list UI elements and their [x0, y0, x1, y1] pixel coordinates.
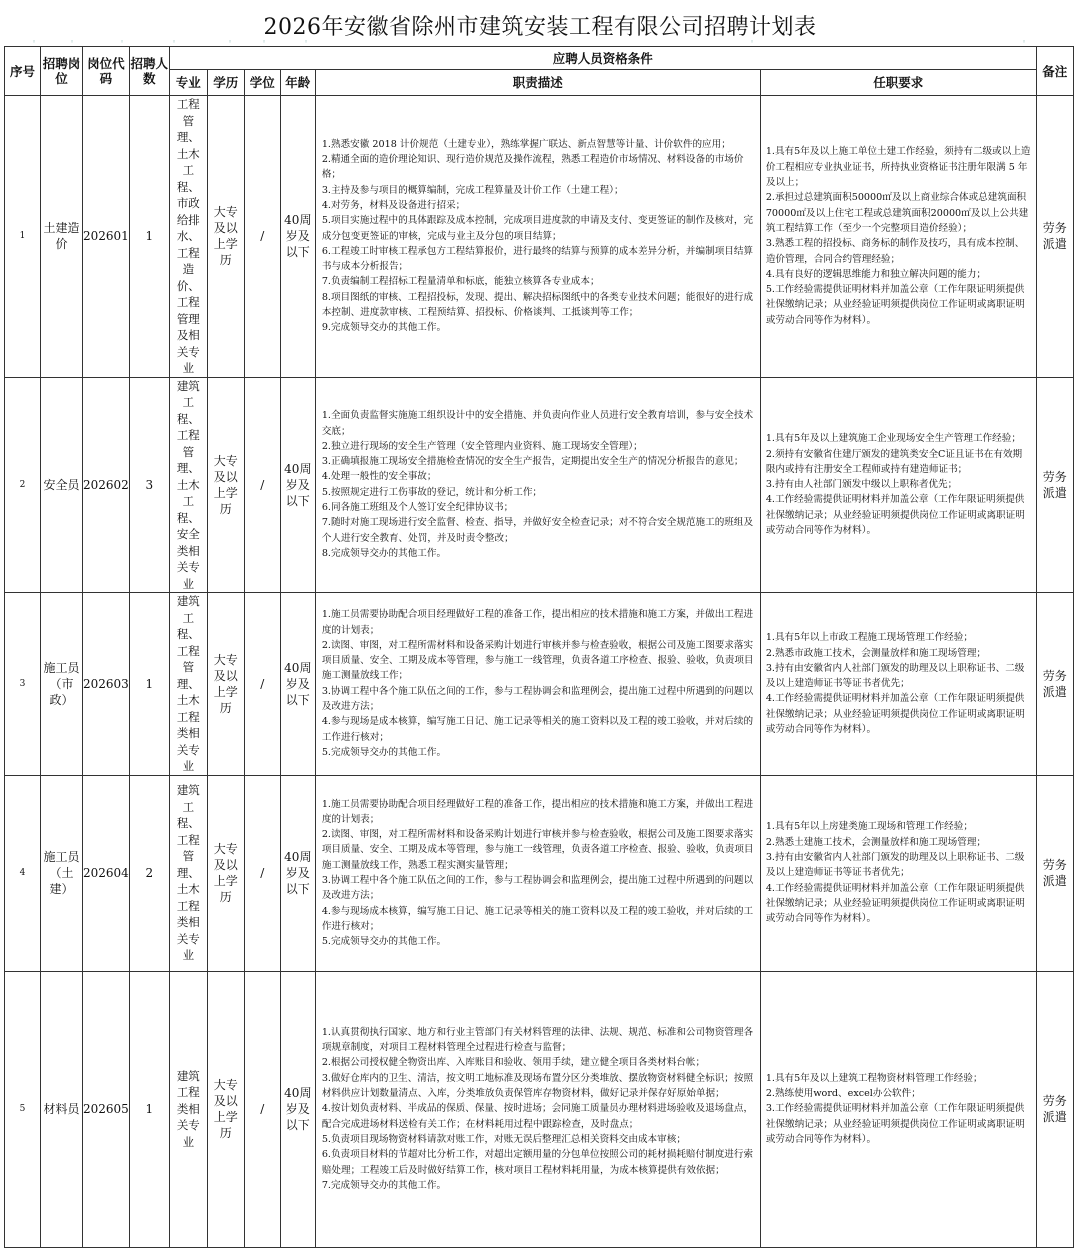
row-remarks: 劳务派遣	[1036, 377, 1073, 593]
row-duties	[315, 971, 760, 1247]
requirement-item: 2.熟悉市政施工技术，会测量放样和施工现场管理；	[765, 647, 987, 659]
row-degree: /	[244, 775, 280, 971]
row-code: 202604	[83, 775, 130, 971]
duty-item: 4.对劳务，材料及设备进行招采；	[321, 200, 466, 211]
row-degree: /	[244, 377, 280, 593]
row-education: 大专及以上学历	[207, 96, 244, 378]
row-education: 大专及以上学历	[207, 377, 244, 593]
requirement-item: 1.具有5年及以上施工单位土建工作经验，须持有二级或以上造价工程相应专业执业证书，所持执业资格证书注册年限满 5 年及以上；	[765, 146, 1031, 189]
duty-item: 8.完成领导交办的其他工作。	[321, 547, 447, 559]
duty-item: 7.完成领导交办的其他工作。	[321, 1179, 447, 1191]
row-degree: /	[244, 971, 280, 1247]
requirement-item: 3.工作经验需提供证明材料并加盖公章（工作年限证明须提供社保缴纳记录；从业经验证明须提供岗位工作证明或离职证明或劳动合同等作为材料）。	[765, 1103, 1025, 1145]
row-requirements	[760, 971, 1036, 1247]
duty-item: 7.负责编制工程招标工程量清单和标底，能独立核算各专业成本；	[321, 276, 600, 288]
row-remarks: 劳务派遣	[1036, 775, 1073, 971]
requirement-item: 4.工作经验需提供证明材料并加盖公章（工作年限证明须提供社保缴纳记录；从业经验证明须提供岗位工作证明或离职证明或劳动合同等作为材料）。	[765, 882, 1025, 925]
row-requirements	[760, 593, 1036, 776]
duty-item: 2.精通全面的造价理论知识、现行造价规范及操作流程，熟悉工程造价市场情况、材料设备的市场价格；	[321, 154, 744, 181]
duty-item: 3.做好仓库内的卫生、清洁，按文明工地标准及现场布置分区分类堆放、摆放物资材料健全标识；按照材料供应计划数量清点、入库，分类堆放负责保管库存物资材料，做好记录并保存好原始单据；	[321, 1072, 754, 1100]
row-code: 202605	[83, 971, 130, 1247]
duty-item: 3.协调工程中各个施工队伍之间的工作，参与工程协调会和监理例会，提出施工过程中所遇到的问题以及改进方法；	[321, 685, 754, 713]
duty-item: 2.读图、审图，对工程所需材料和设备采购计划进行审核并参与检查验收，根据公司及施工图要求落实项目质量、安全、工期及成本等管理，参与施工一线管理，负责各道工序检查、报验、验收，负责项目施工测量放线工作，熟悉工程实测实量管理；	[321, 829, 754, 871]
duty-item: 3.主持及参与项目的概算编制，完成工程算量及计价工作（土建工程）；	[321, 184, 624, 196]
duty-item: 1.全面负责监督实施施工组织设计中的安全措施、并负责向作业人员进行安全教育培训，参与安全技术交底；	[321, 410, 754, 437]
header-count: 招聘人数	[129, 47, 169, 96]
requirement-item: 2.熟悉土建施工技术，会测量放样和施工现场管理；	[765, 836, 987, 848]
duty-item: 4.按计划负责材料、半成品的保质、保量、按时进场；会同施工质量员办理材料进场验收及退场盘点，配合完成进场材料送检有关工作；在材料耗用过程中跟踪检查，及时盘点；	[321, 1103, 754, 1130]
duty-item: 1.熟悉安徽 2018 计价规范（土建专业），熟练掌握广联达、新点智慧等计量、计价软件的应用；	[321, 138, 731, 150]
duty-item: 7.随时对施工现场进行安全监督、检查、指导，并做好安全检查记录；对不符合安全规范施工的班组及个人进行安全教育、处罚，并及时责令整改；	[321, 517, 754, 544]
row-education: 大专及以上学历	[207, 775, 244, 971]
requirement-item: 3.持有由人社部门颁发中级以上职称者优先；	[765, 479, 958, 491]
row-remarks: 劳务派遣	[1036, 971, 1073, 1247]
row-count: 1	[129, 593, 169, 776]
column-markers: ◦ ◦ ◦ ◦ ◦ ◦ ◦ ◦ ◦	[32, 38, 1027, 46]
duty-item: 3.正确填报施工现场安全措施检查情况的安全生产报告，定期提出安全生产的情况分析报告的意见；	[321, 456, 744, 468]
duty-item: 4.处理一般性的安全事故；	[321, 471, 437, 483]
requirement-item: 1.具有5年以上房建类施工现场和管理工作经验；	[765, 821, 973, 833]
duty-item: 2.独立进行现场的安全生产管理（安全管理内业资料、施工现场安全管理）；	[321, 440, 643, 452]
recruitment-table	[4, 46, 1074, 1248]
row-age: 40周岁及以下	[280, 96, 315, 378]
row-education: 大专及以上学历	[207, 593, 244, 776]
row-age: 40周岁及以下	[280, 775, 315, 971]
row-post: 施工员（土建）	[41, 775, 83, 971]
row-education: 大专及以上学历	[207, 971, 244, 1247]
header-age: 年龄	[280, 70, 315, 96]
row-post: 施工员（市政）	[41, 593, 83, 776]
row-remarks: 劳务派遣	[1036, 593, 1073, 776]
row-seq: 5	[5, 971, 41, 1247]
table-row	[5, 593, 1074, 776]
row-count: 1	[129, 96, 169, 378]
duty-item: 3.协调工程中各个施工队伍之间的工作，参与工程协调会和监理例会，提出施工过程中所遇到的问题以及改进方法；	[321, 875, 754, 902]
duty-item: 5.完成领导交办的其他工作。	[321, 746, 447, 758]
requirement-item: 3.持有由安徽省内人社部门颁发的助理及以上职称证书、二级及以上建造师证书等证书者优先；	[765, 662, 1025, 690]
requirement-item: 4.具有良好的逻辑思维能力和独立解决问题的能力；	[765, 268, 987, 280]
duty-item: 5.完成领导交办的其他工作。	[321, 936, 447, 948]
row-age: 40周岁及以下	[280, 593, 315, 776]
duty-item: 5.按照规定进行工伤事故的登记，统计和分析工作；	[321, 486, 543, 498]
row-seq: 1	[5, 96, 41, 378]
row-count: 2	[129, 775, 169, 971]
row-major: 建筑工程、工程管理、土木工程类相关专业	[169, 775, 207, 971]
header-post: 招聘岗位	[41, 47, 83, 96]
row-seq: 4	[5, 775, 41, 971]
row-major: 建筑工程类相关专业	[169, 971, 207, 1247]
row-duties	[315, 377, 760, 593]
row-requirements	[760, 775, 1036, 971]
duty-item: 1.施工员需要协助配合项目经理做好工程的准备工作，提出相应的技术措施和施工方案，并做出工程进度的计划表；	[321, 798, 754, 825]
duty-item: 6.同各施工班组及个人签订安全纪律协议书；	[321, 502, 514, 514]
row-remarks: 劳务派遣	[1036, 96, 1073, 378]
row-major: 建筑工程、工程管理、土木工程、安全类相关专业	[169, 377, 207, 593]
duty-item: 4.参与现场成本核算，编写施工日记、施工记录等相关的施工资料以及工程的竣工验收，并对后续的工作进行核对；	[321, 905, 754, 932]
duty-item: 6.负责项目材料的节超对比分析工作，对超出定额用量的分包单位按照公司的耗材损耗赔付制度进行索赔处理；工程竣工后及时做好结算工作，核对项目工程材料耗用量，为成本核算提供有效依据；	[321, 1149, 754, 1176]
duty-item: 1.施工员需要协助配合项目经理做好工程的准备工作，提出相应的技术措施和施工方案，并做出工程进度的计划表；	[321, 609, 754, 636]
header-degree: 学位	[244, 70, 280, 96]
row-major: 建筑工程、工程管理、土木工程类相关专业	[169, 593, 207, 776]
duty-item: 5.项目实施过程中的具体跟踪及成本控制，完成项目进度款的申请及支付、变更签证的制作及核对，完成分包变更签证的审核，完成与业主及分包的项目结算；	[321, 215, 754, 242]
table-row	[5, 775, 1074, 971]
row-major: 工程管理、土木工程、市政给排水、工程造价、工程管理及相关专业	[169, 96, 207, 378]
duty-item: 2.根据公司授权健全物资出库、入库账目和验收、领用手续，建立健全项目各类材料台帐；	[321, 1057, 706, 1069]
row-code: 202601	[83, 96, 130, 378]
requirement-item: 5.工作经验需提供证明材料并加盖公章（工作年限证明须提供社保缴纳记录；从业经验证明须提供岗位工作证明或离职证明或劳动合同等作为材料）。	[765, 284, 1025, 326]
row-degree: /	[244, 96, 280, 378]
requirement-item: 1.具有5年及以上建筑工程物资材料管理工作经验；	[765, 1072, 983, 1084]
row-seq: 2	[5, 377, 41, 593]
requirement-item: 4.工作经验需提供证明材料并加盖公章（工作年限证明须提供社保缴纳记录；从业经验证明须提供岗位工作证明或离职证明或劳动合同等作为材料）。	[765, 494, 1025, 536]
duty-item: 5.负责项目现场物资材料请款对账工作，对账无误后整理汇总相关资料交由成本审核；	[321, 1133, 686, 1145]
row-count: 1	[129, 971, 169, 1247]
row-age: 40周岁及以下	[280, 377, 315, 593]
row-post: 材料员	[41, 971, 83, 1247]
requirement-item: 2.须持有安徽省住建厅颁发的建筑类安全C证且证书在有效期限内或持有注册安全工程师或持有建造师证书；	[765, 448, 1023, 475]
row-post: 土建造价	[41, 96, 83, 378]
table-row	[5, 96, 1074, 378]
duty-item: 4.参与现场是成本核算，编写施工日记、施工记录等相关的施工资料以及工程的竣工验收，并对后续的工作进行核对；	[321, 716, 754, 743]
requirement-item: 2.承担过总建筑面积50000㎡及以上商业综合体或总建筑面积70000㎡及以上住宅工程或总建筑面积20000㎡及以上公共建筑工程结算工作（至少一个完整项目造价经验）；	[765, 192, 1029, 234]
duty-item: 2.读图、审图，对工程所需材料和设备采购计划进行审核并参与检查验收，根据公司及施工图要求落实项目质量、安全、工期及成本等管理，参与施工一线管理，负责各道工序检查、报验、验收，负责项目施工测量放线工作；	[321, 639, 754, 682]
requirement-item: 2.熟练使用word、excel办公软件；	[765, 1088, 921, 1100]
row-age: 40周岁及以下	[280, 971, 315, 1247]
requirement-item: 3.持有由安徽省内人社部门颁发的助理及以上职称证书、二级及以上建造师证书等证书者优先；	[765, 852, 1025, 879]
table-row	[5, 971, 1074, 1247]
row-degree: /	[244, 593, 280, 776]
row-post: 安全员	[41, 377, 83, 593]
header-code: 岗位代码	[83, 47, 130, 96]
duty-item: 6.工程竣工时审核工程承包方工程结算报价，进行最终的结算与预算的成本差异分析，并编制项目结算书与成本分析报告；	[321, 245, 754, 273]
row-duties	[315, 593, 760, 776]
row-duties	[315, 775, 760, 971]
header-conditions: 应聘人员资格条件	[169, 47, 1036, 70]
row-requirements	[760, 377, 1036, 593]
header-major: 专业	[169, 70, 207, 96]
header-remarks: 备注	[1036, 47, 1073, 96]
row-requirements	[760, 96, 1036, 378]
table-row	[5, 377, 1074, 593]
row-seq: 3	[5, 593, 41, 776]
page-title: 2026年安徽省除州市建筑安装工程有限公司招聘计划表	[263, 15, 817, 40]
requirement-item: 1.具有5年及以上建筑施工企业现场安全生产管理工作经验；	[765, 433, 1021, 445]
requirement-item: 3.熟悉工程的招投标、商务标的制作及技巧，具有成本控制、造价管理，合同合约管理经验；	[765, 238, 1025, 265]
header-seq: 序号	[5, 47, 41, 96]
duty-item: 9.完成领导交办的其他工作。	[321, 322, 447, 334]
row-code: 202602	[83, 377, 130, 593]
header-education: 学历	[207, 70, 244, 96]
duty-item: 8.项目图纸的审核、工程招投标，发现、提出、解决招标图纸中的各类专业技术问题；能很好的进行成本控制、进度款审核、工程预结算、招投标、价格谈判、工抵谈判等工作；	[321, 291, 754, 319]
row-count: 3	[129, 377, 169, 593]
row-code: 202603	[83, 593, 130, 776]
header-duties: 职责描述	[315, 70, 760, 96]
duty-item: 1.认真贯彻执行国家、地方和行业主管部门有关材料管理的法律、法规、规范、标准和公司物资管理各项规章制度，对项目工程材料管理全过程进行检查与监督；	[321, 1026, 754, 1054]
header-requirements: 任职要求	[760, 70, 1036, 96]
requirement-item: 1.具有5年以上市政工程施工现场管理工作经验；	[765, 632, 973, 644]
row-duties	[315, 96, 760, 378]
requirement-item: 4.工作经验需提供证明材料并加盖公章（工作年限证明须提供社保缴纳记录；从业经验证明须提供岗位工作证明或离职证明或劳动合同等作为材料）。	[765, 693, 1025, 735]
